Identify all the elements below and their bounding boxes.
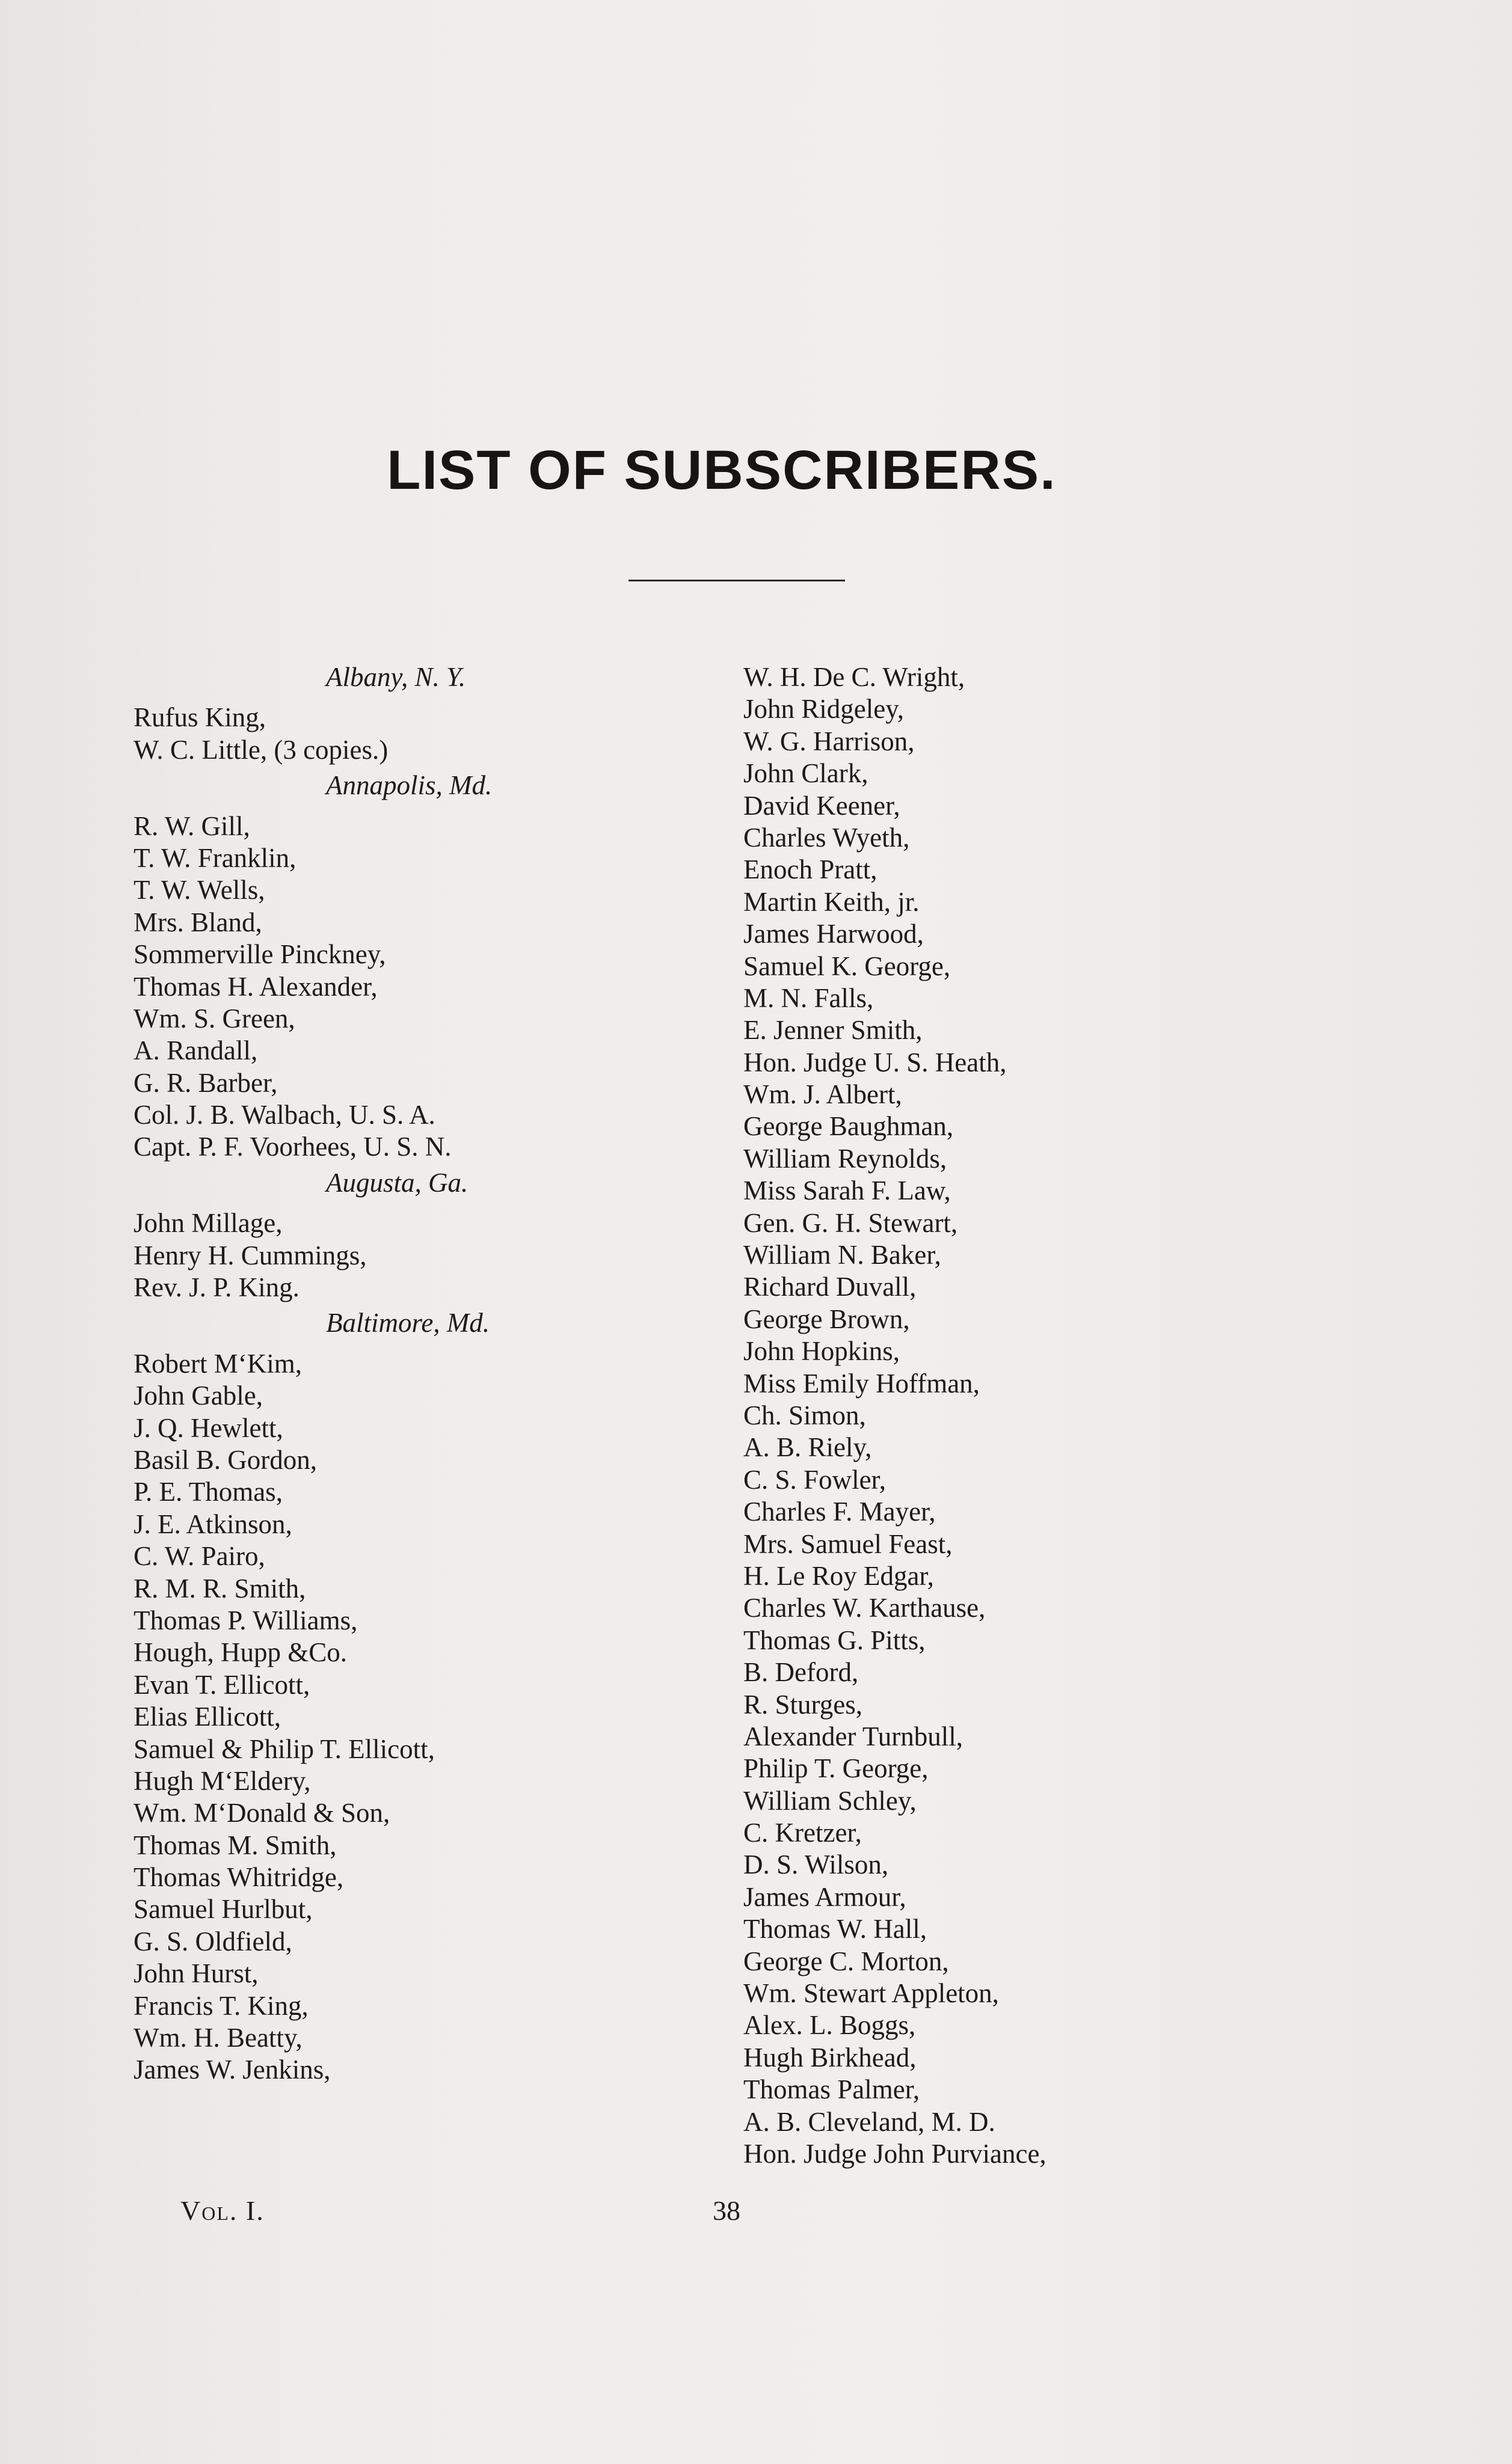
subscriber-name: John Ridgeley,	[743, 694, 905, 725]
subscriber-name: John Clark,	[743, 758, 868, 789]
subscriber-name: W. H. De C. Wright,	[743, 662, 965, 692]
subscriber-name: C. S. Fowler,	[743, 1464, 886, 1495]
signature-number: 38	[713, 2195, 740, 2226]
city-heading: Augusta, Ga.	[326, 1167, 469, 1198]
subscriber-name: T. W. Franklin,	[134, 842, 297, 873]
subscriber-name: William Schley,	[743, 1785, 917, 1816]
subscriber-name: George C. Morton,	[743, 1946, 949, 1976]
subscriber-name: Thomas H. Alexander,	[134, 971, 378, 1002]
subscriber-name: Charles W. Karthause,	[743, 1593, 986, 1623]
subscriber-name: R. W. Gill,	[134, 811, 250, 841]
subscriber-name: Wm. Stewart Appleton,	[743, 1978, 999, 2009]
subscriber-name: Elias Ellicott,	[134, 1702, 281, 1732]
volume-label: Vol. I.	[180, 2195, 265, 2226]
subscriber-name: George Baughman,	[743, 1111, 954, 1142]
subscriber-name: Wm. M‘Donald & Son,	[134, 1798, 390, 1828]
subscriber-name: G. R. Barber,	[134, 1067, 278, 1098]
subscriber-name: Capt. P. F. Voorhees, U. S. N.	[134, 1132, 452, 1162]
subscriber-name: Hon. Judge John Purviance,	[743, 2138, 1046, 2169]
subscriber-name: John Hurst,	[134, 1958, 259, 1989]
subscriber-name: Thomas M. Smith,	[134, 1830, 337, 1860]
subscriber-name: Charles Wyeth,	[743, 822, 910, 853]
subscriber-name: Thomas G. Pitts,	[743, 1625, 926, 1655]
subscriber-name: Rufus King,	[134, 702, 266, 733]
subscriber-name: William Reynolds,	[743, 1143, 947, 1174]
subscriber-name: E. Jenner Smith,	[743, 1015, 923, 1046]
subscriber-name: Enoch Pratt,	[743, 854, 877, 885]
subscriber-name: Col. J. B. Walbach, U. S. A.	[134, 1100, 435, 1130]
subscriber-name: Martin Keith, jr.	[743, 886, 920, 917]
subscriber-name: Philip T. George,	[743, 1753, 929, 1784]
city-heading: Baltimore, Md.	[326, 1308, 490, 1338]
subscriber-name: Hugh Birkhead,	[743, 2042, 917, 2073]
subscriber-name: Thomas Palmer,	[743, 2074, 920, 2105]
subscriber-name: Francis T. King,	[134, 1990, 309, 2021]
subscriber-name: Basil B. Gordon,	[134, 1444, 318, 1475]
subscriber-name: C. W. Pairo,	[134, 1541, 265, 1572]
subscriber-name: A. B. Cleveland, M. D.	[743, 2106, 995, 2137]
subscriber-name: A. Randall,	[134, 1035, 258, 1066]
subscriber-name: Hugh M‘Eldery,	[134, 1765, 311, 1796]
subscriber-name: Mrs. Bland,	[134, 907, 262, 937]
subscriber-name: Wm. J. Albert,	[743, 1079, 902, 1110]
subscriber-name: Wm. S. Green,	[134, 1003, 295, 1034]
subscriber-name: Gen. G. H. Stewart,	[743, 1207, 958, 1238]
subscriber-name: M. N. Falls,	[743, 982, 874, 1013]
subscriber-name: R. M. R. Smith,	[134, 1573, 306, 1604]
subscriber-name: Evan T. Ellicott,	[134, 1669, 310, 1700]
left-column	[134, 661, 735, 2086]
subscriber-name: George Brown,	[743, 1304, 910, 1334]
subscriber-name: J. Q. Hewlett,	[134, 1412, 283, 1443]
subscriber-name: Thomas W. Hall,	[743, 1914, 927, 1945]
subscriber-name: Alexander Turnbull,	[743, 1721, 963, 1751]
subscriber-name: W. C. Little, (3 copies.)	[134, 734, 389, 765]
subscriber-name: J. E. Atkinson,	[134, 1509, 292, 1539]
subscriber-name: John Gable,	[134, 1381, 263, 1411]
subscriber-name: Samuel Hurlbut,	[134, 1894, 313, 1925]
subscriber-name: James Harwood,	[743, 919, 924, 949]
subscriber-name: Mrs. Samuel Feast,	[743, 1528, 953, 1559]
subscriber-name: G. S. Oldfield,	[134, 1926, 292, 1957]
subscriber-name: Thomas P. Williams,	[134, 1605, 358, 1635]
subscriber-name: A. B. Riely,	[743, 1432, 872, 1463]
subscriber-name: James W. Jenkins,	[134, 2055, 331, 2085]
subscriber-name: Hon. Judge U. S. Heath,	[743, 1047, 1007, 1077]
subscriber-name: Thomas Whitridge,	[134, 1862, 344, 1893]
subscriber-name: James Armour,	[743, 1881, 906, 1912]
subscriber-name: Ch. Simon,	[743, 1400, 866, 1430]
subscriber-name: John Hopkins,	[743, 1336, 900, 1367]
subscriber-name: Alex. L. Boggs,	[743, 2010, 916, 2041]
subscriber-name: P. E. Thomas,	[134, 1477, 283, 1507]
subscriber-name: Samuel & Philip T. Ellicott,	[134, 1733, 435, 1764]
page-title: LIST OF SUBSCRIBERS.	[387, 440, 1057, 501]
subscriber-name: Charles F. Mayer,	[743, 1497, 936, 1527]
subscriber-name: Samuel K. George,	[743, 951, 951, 981]
subscriber-name: John Millage,	[134, 1208, 283, 1239]
subscriber-name: Sommerville Pinckney,	[134, 939, 386, 970]
subscriber-name: Rev. J. P. King.	[134, 1272, 300, 1303]
subscriber-name: Robert M‘Kim,	[134, 1348, 302, 1379]
subscriber-name: C. Kretzer,	[743, 1818, 862, 1848]
subscriber-name: H. Le Roy Edgar,	[743, 1560, 934, 1591]
subscriber-name: Miss Sarah F. Law,	[743, 1175, 951, 1206]
subscriber-name: William N. Baker,	[743, 1240, 941, 1270]
subscriber-name: Wm. H. Beatty,	[134, 2023, 303, 2053]
subscriber-name: R. Sturges,	[743, 1689, 862, 1720]
subscriber-name: Hough, Hupp &Co.	[134, 1637, 348, 1668]
subscriber-name: Miss Emily Hoffman,	[743, 1368, 980, 1399]
city-heading: Albany, N. Y.	[326, 662, 466, 692]
subscriber-name: T. W. Wells,	[134, 875, 265, 906]
subscriber-name: David Keener,	[743, 790, 900, 821]
right-column	[743, 661, 1375, 2170]
subscriber-name: W. G. Harrison,	[743, 726, 915, 756]
city-heading: Annapolis, Md.	[326, 770, 493, 801]
title-rule	[628, 580, 845, 581]
subscriber-name: D. S. Wilson,	[743, 1850, 889, 1880]
subscriber-name: Richard Duvall,	[743, 1272, 917, 1302]
subscriber-name: Henry H. Cummings,	[134, 1240, 367, 1270]
subscriber-name: B. Deford,	[743, 1657, 859, 1688]
